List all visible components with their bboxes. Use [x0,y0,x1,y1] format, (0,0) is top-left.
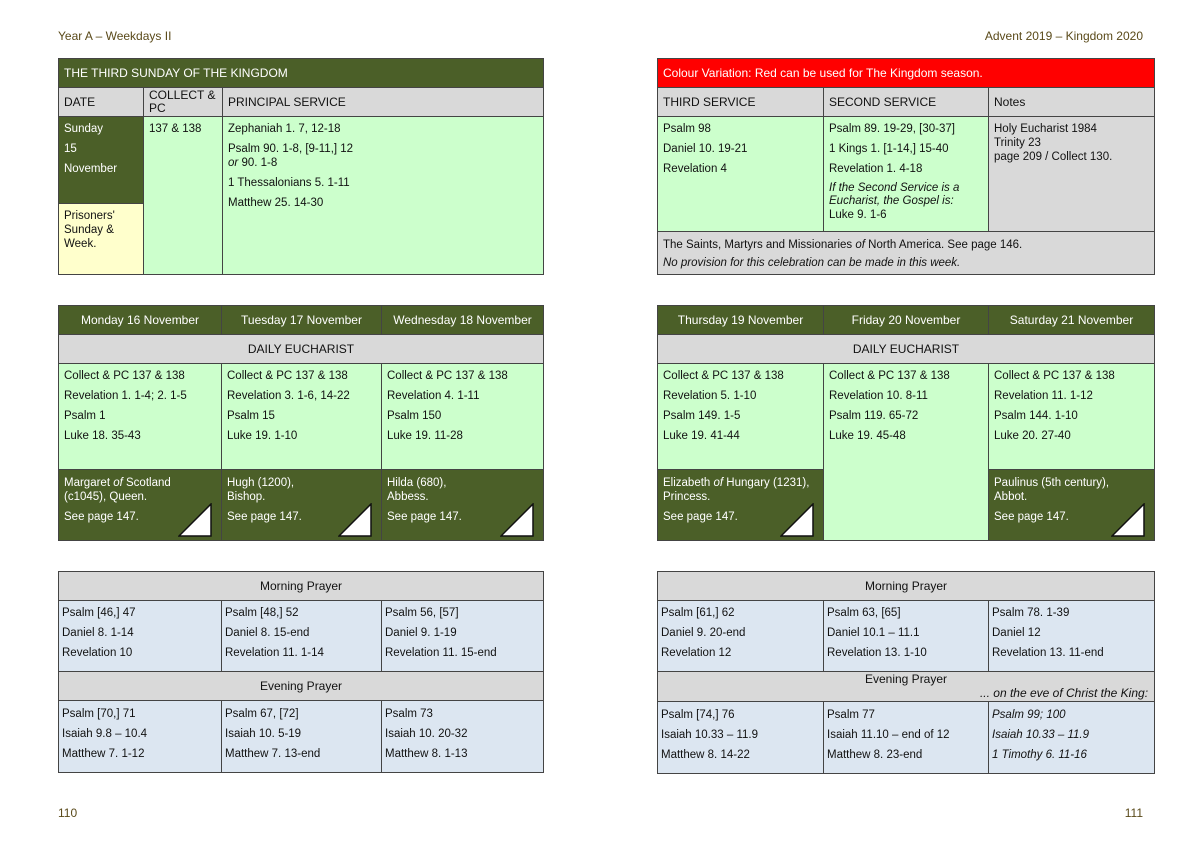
commemoration-name [663,476,818,504]
reading: Psalm 144. 1-10 [994,410,1078,422]
saints-of: of [855,239,865,251]
third-reading-3: Revelation 4 [663,163,727,175]
sunday-title: THE THIRD SUNDAY OF THE KINGDOM [59,59,544,88]
reading: 1 Timothy 6. 11-16 [992,749,1087,761]
saint-text: Elizabeth [663,477,714,489]
eucharist-readings-cell [989,364,1155,470]
principal-reading-3: 1 Thessalonians 5. 1-11 [228,177,350,189]
principal-reading-1: Zephaniah 1. 7, 12-18 [228,123,341,135]
saints-cell [658,232,1155,275]
commemoration-name: Hilda (680), [387,477,447,489]
reading: Revelation 10. 8-11 [829,390,928,402]
principal-reading-alt: 90. 1-8 [241,157,278,169]
third-service-cell [658,117,824,232]
reading: Isaiah 10.33 – 11.9 [992,729,1089,741]
eucharist-readings-cell [382,364,544,470]
notes-cell [989,117,1155,232]
office-readings-cell [222,701,382,773]
reading: Daniel 10.1 – 11.1 [827,627,920,639]
commemoration-name: Paulinus (5th century), [994,477,1110,489]
third-service-header: THIRD SERVICE [658,88,824,117]
eucharist-gospel: Luke 9. 1-6 [829,209,887,221]
third-reading-2: Daniel 10. 19-21 [663,143,748,155]
reading: Matthew 7. 13-end [225,748,321,760]
office-table-right [657,571,1155,774]
running-header-left: Year A – Weekdays II [58,29,172,43]
evening-prayer-label: Evening Prayer [59,672,544,701]
day-header: Wednesday 18 November [382,306,544,335]
eucharist-readings-cell [59,364,222,470]
page-turn-icon [780,503,814,537]
second-service-cell [824,117,989,232]
reading: Revelation 11. 1-14 [225,647,324,659]
note-line-2: Trinity 23 [994,137,1041,149]
office-readings-cell [382,601,544,672]
eucharist-table-right [657,305,1155,541]
day-header: Tuesday 17 November [222,306,382,335]
office-readings-cell [382,701,544,773]
office-readings-cell [222,601,382,672]
saint-text: Scotland (c1045), Queen. [64,477,171,503]
reading: Revelation 13. 11-end [992,647,1104,659]
saint-text: Margaret [64,477,114,489]
eucharist-readings-cell [658,364,824,470]
second-service-header: SECOND SERVICE [824,88,989,117]
reading: Collect & PC 137 & 138 [227,370,348,382]
saint-of: of [713,477,724,489]
sunday-collect-cell: 137 & 138 [144,117,223,275]
reading: Revelation 11. 15-end [385,647,497,659]
see-page: See page 147. [994,511,1069,523]
reading: Psalm 15 [227,410,275,422]
reading: Luke 20. 27-40 [994,430,1071,442]
reading: Revelation 5. 1-10 [663,390,757,402]
see-page: See page 147. [64,511,139,523]
reading: Daniel 9. 20-end [661,627,746,639]
commemoration-title: Abbot. [994,491,1028,503]
page-turn-icon [338,503,372,537]
office-readings-cell [824,601,989,672]
reading: Luke 19. 41-44 [663,430,740,442]
day-header: Saturday 21 November [989,306,1155,335]
reading: Psalm 63, [65] [827,607,901,619]
daily-eucharist-label: DAILY EUCHARIST [658,335,1155,364]
reading: Daniel 8. 1-14 [62,627,134,639]
principal-service-cell [223,117,544,275]
reading: Revelation 13. 1-10 [827,647,927,659]
reading: Luke 19. 1-10 [227,430,298,442]
reading: Isaiah 10. 5-19 [225,728,302,740]
see-page: See page 147. [663,511,738,523]
reading: Revelation 11. 1-12 [994,390,1093,402]
reading: Psalm 67, [72] [225,708,299,720]
see-page: See page 147. [387,511,462,523]
reading: Daniel 12 [992,627,1041,639]
reading: Matthew 8. 1-13 [385,748,468,760]
reading: Matthew 8. 23-end [827,749,923,761]
collect-col-header: COLLECT & PC [144,88,223,117]
running-header-right: Advent 2019 – Kingdom 2020 [984,29,1143,43]
reading: Revelation 1. 1-4; 2. 1-5 [64,390,187,402]
note-line-1: Holy Eucharist 1984 [994,123,1097,135]
reading: Psalm 99; 100 [992,709,1066,721]
or-word: or [228,157,239,169]
commemoration-cell [658,470,824,541]
commemoration-cell [59,470,222,541]
reading: Psalm 119. 65-72 [829,410,919,422]
office-readings-cell [824,702,989,774]
day-number: 15 [64,143,77,155]
see-page: See page 147. [227,511,302,523]
reading: Psalm [70,] 71 [62,708,136,720]
morning-prayer-label: Morning Prayer [59,572,544,601]
eucharist-readings-cell [222,364,382,470]
day-header: Thursday 19 November [658,306,824,335]
eucharist-table-left [58,305,544,541]
office-readings-cell [658,601,824,672]
note-line-3: page 209 / Collect 130. [994,151,1113,163]
reading: Psalm [74,] 76 [661,709,735,721]
second-reading-2: 1 Kings 1. [1-14,] 15-40 [829,143,949,155]
reading: Isaiah 11.10 – end of 12 [827,729,950,741]
second-reading-1: Psalm 89. 19-29, [30-37] [829,123,955,135]
observance-cell: Prisoners' Sunday & Week. [59,204,144,275]
evening-prayer-label: Evening Prayer [864,672,948,686]
saints-text-a: The Saints, Martyrs and Missionaries [663,239,856,251]
saint-of: of [113,477,123,489]
colour-variation-note: Colour Variation: Red can be used for The Kingdom season. [658,59,1155,88]
office-readings-cell [989,702,1155,774]
office-readings-cell [59,601,222,672]
reading: Collect & PC 137 & 138 [387,370,508,382]
saint-text: Hungary (1231), Princess. [663,477,810,503]
reading: Daniel 9. 1-19 [385,627,457,639]
month-name: November [64,163,118,175]
commemoration-cell [989,470,1155,541]
office-readings-cell [59,701,222,773]
reading: Psalm 150 [387,410,442,422]
day-header: Monday 16 November [59,306,222,335]
office-table-left [58,571,544,773]
reading: Matthew 7. 1-12 [62,748,145,760]
reading: Psalm [46,] 47 [62,607,136,619]
principal-col-header: PRINCIPAL SERVICE [223,88,544,117]
page-number-right: 111 [1124,806,1143,820]
day-name: Sunday [64,123,104,135]
sunday-table [58,58,544,275]
commemoration-title: Bishop. [227,491,266,503]
reading: Collect & PC 137 & 138 [829,370,950,382]
day-header: Friday 20 November [824,306,989,335]
office-readings-cell [989,601,1155,672]
reading: Matthew 8. 14-22 [661,749,750,761]
principal-reading-4: Matthew 25. 14-30 [228,197,324,209]
morning-prayer-label: Morning Prayer [658,572,1155,601]
reading: Revelation 4. 1-11 [387,390,480,402]
reading: Isaiah 10. 20-32 [385,728,468,740]
reading: Revelation 12 [661,647,732,659]
reading: Psalm [61,] 62 [661,607,735,619]
office-readings-cell [658,702,824,774]
page-turn-icon [1111,503,1145,537]
reading: Daniel 8. 15-end [225,627,310,639]
commemoration-cell [382,470,544,541]
no-provision-note: No provision for this celebration can be made in this week. [663,257,961,269]
commemoration-title: Abbess. [387,491,429,503]
second-reading-3: Revelation 1. 4-18 [829,163,923,175]
services-table [657,58,1155,275]
page-number-left: 110 [58,806,78,820]
reading: Collect & PC 137 & 138 [663,370,784,382]
eucharist-gospel-note: If the Second Service is a Eucharist, the Gospel is: [829,182,960,207]
daily-eucharist-label: DAILY EUCHARIST [59,335,544,364]
sunday-date-cell [59,117,144,204]
reading: Luke 19. 45-48 [829,430,906,442]
eve-note: ... on the eve of Christ the King: [979,686,1149,700]
reading: Collect & PC 137 & 138 [64,370,185,382]
saints-text-b: North America. See page 146. [864,239,1023,251]
reading: Revelation 3. 1-6, 14-22 [227,390,350,402]
reading: Isaiah 10.33 – 11.9 [661,729,758,741]
page-turn-icon [500,503,534,537]
reading: Psalm 77 [827,709,875,721]
reading: Luke 19. 11-28 [387,430,463,442]
reading: Psalm 1 [64,410,106,422]
page-turn-icon [178,503,212,537]
reading: Isaiah 9.8 – 10.4 [62,728,148,740]
principal-reading-2: Psalm 90. 1-8, [9-11,] 12 [228,143,354,155]
saints-note [663,238,1149,252]
reading: Psalm 56, [57] [385,607,459,619]
reading: Luke 18. 35-43 [64,430,141,442]
date-col-header: DATE [59,88,144,117]
commemoration-cell [222,470,382,541]
commemoration-name: Hugh (1200), [227,477,295,489]
reading: Psalm [48,] 52 [225,607,299,619]
reading: Psalm 73 [385,708,433,720]
commemoration-name [64,476,216,504]
reading: Collect & PC 137 & 138 [994,370,1115,382]
reading: Psalm 78. 1-39 [992,607,1070,619]
eucharist-readings-cell [824,364,989,541]
evening-prayer-header [658,672,1155,702]
reading: Psalm 149. 1-5 [663,410,741,422]
reading: Revelation 10 [62,647,133,659]
notes-header: Notes [989,88,1155,117]
third-reading-1: Psalm 98 [663,123,711,135]
